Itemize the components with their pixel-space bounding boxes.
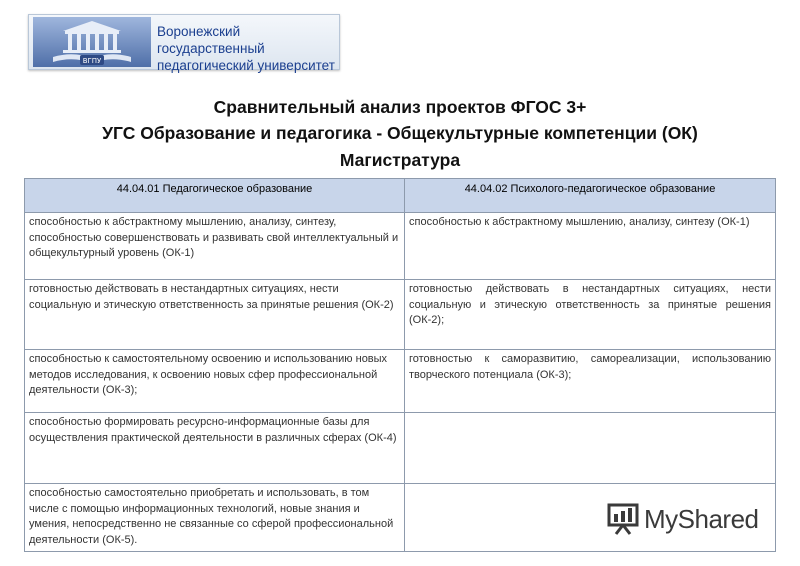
column-header-pedagogical: 44.04.01 Педагогическое образование — [25, 179, 405, 213]
university-name — [157, 23, 337, 74]
table-cell-left: способностью к самостоятельному освоению и использованию новых методов исследования, к освоению новых сфер профессиональной деятельности (ОК-3); — [25, 350, 405, 413]
presentation-board-icon — [606, 502, 640, 536]
table-cell-right: готовностью к саморазвитию, самореализации, использованию творческого потенциала (ОК-3); — [405, 350, 776, 413]
column-header-psych-pedagogical: 44.04.02 Психолого-педагогическое образование — [405, 179, 776, 213]
competencies-comparison-table — [24, 178, 776, 552]
table-cell-left: способностью самостоятельно приобретать и использовать, в том числе с помощью информационных технологий, новые знания и умения, непосредственно не связанные со сферой профессиональной деятельности (ОК-5). — [25, 484, 405, 552]
table-cell-left: способностью формировать ресурсно-информационные базы для осуществления практической деятельности в различных сферах (ОК-4) — [25, 413, 405, 484]
table-cell-left: способностью к абстрактному мышлению, анализу, синтезу, способностью совершенствовать и развивать свой интеллектуальный и общекультурный уровень (ОК-1) — [25, 213, 405, 280]
page-title — [0, 96, 800, 173]
university-name-line2: педагогический университет — [157, 58, 335, 73]
table-header-row — [25, 179, 776, 213]
table-row — [25, 213, 776, 280]
table-cell-right: способностью к абстрактному мышлению, анализу, синтезу (ОК-1) — [405, 213, 776, 280]
table-row — [25, 280, 776, 350]
watermark-text: MyShared — [644, 504, 759, 534]
title-line1: Сравнительный анализ проектов ФГОС 3+ — [213, 97, 587, 117]
table-cell-right — [405, 413, 776, 484]
title-line3: Магистратура — [339, 150, 461, 170]
university-emblem-icon — [33, 17, 151, 67]
table-row — [25, 350, 776, 413]
table-row — [25, 413, 776, 484]
emblem-badge-text: ВГПУ — [82, 57, 102, 65]
university-name-line1: Воронежский государственный — [157, 24, 265, 56]
table-cell-left: готовностью действовать в нестандартных ситуациях, нести социальную и этическую ответственность за принятые решения (ОК-2) — [25, 280, 405, 350]
myshared-watermark — [606, 501, 766, 537]
university-logo — [28, 14, 340, 73]
table-cell-right: готовностью действовать в нестандартных ситуациях, нести социальную и этическую ответственность за принятые решения (ОК-2); — [405, 280, 776, 350]
title-line2: УГС Образование и педагогика - Общекультурные компетенции (ОК) — [102, 123, 698, 143]
